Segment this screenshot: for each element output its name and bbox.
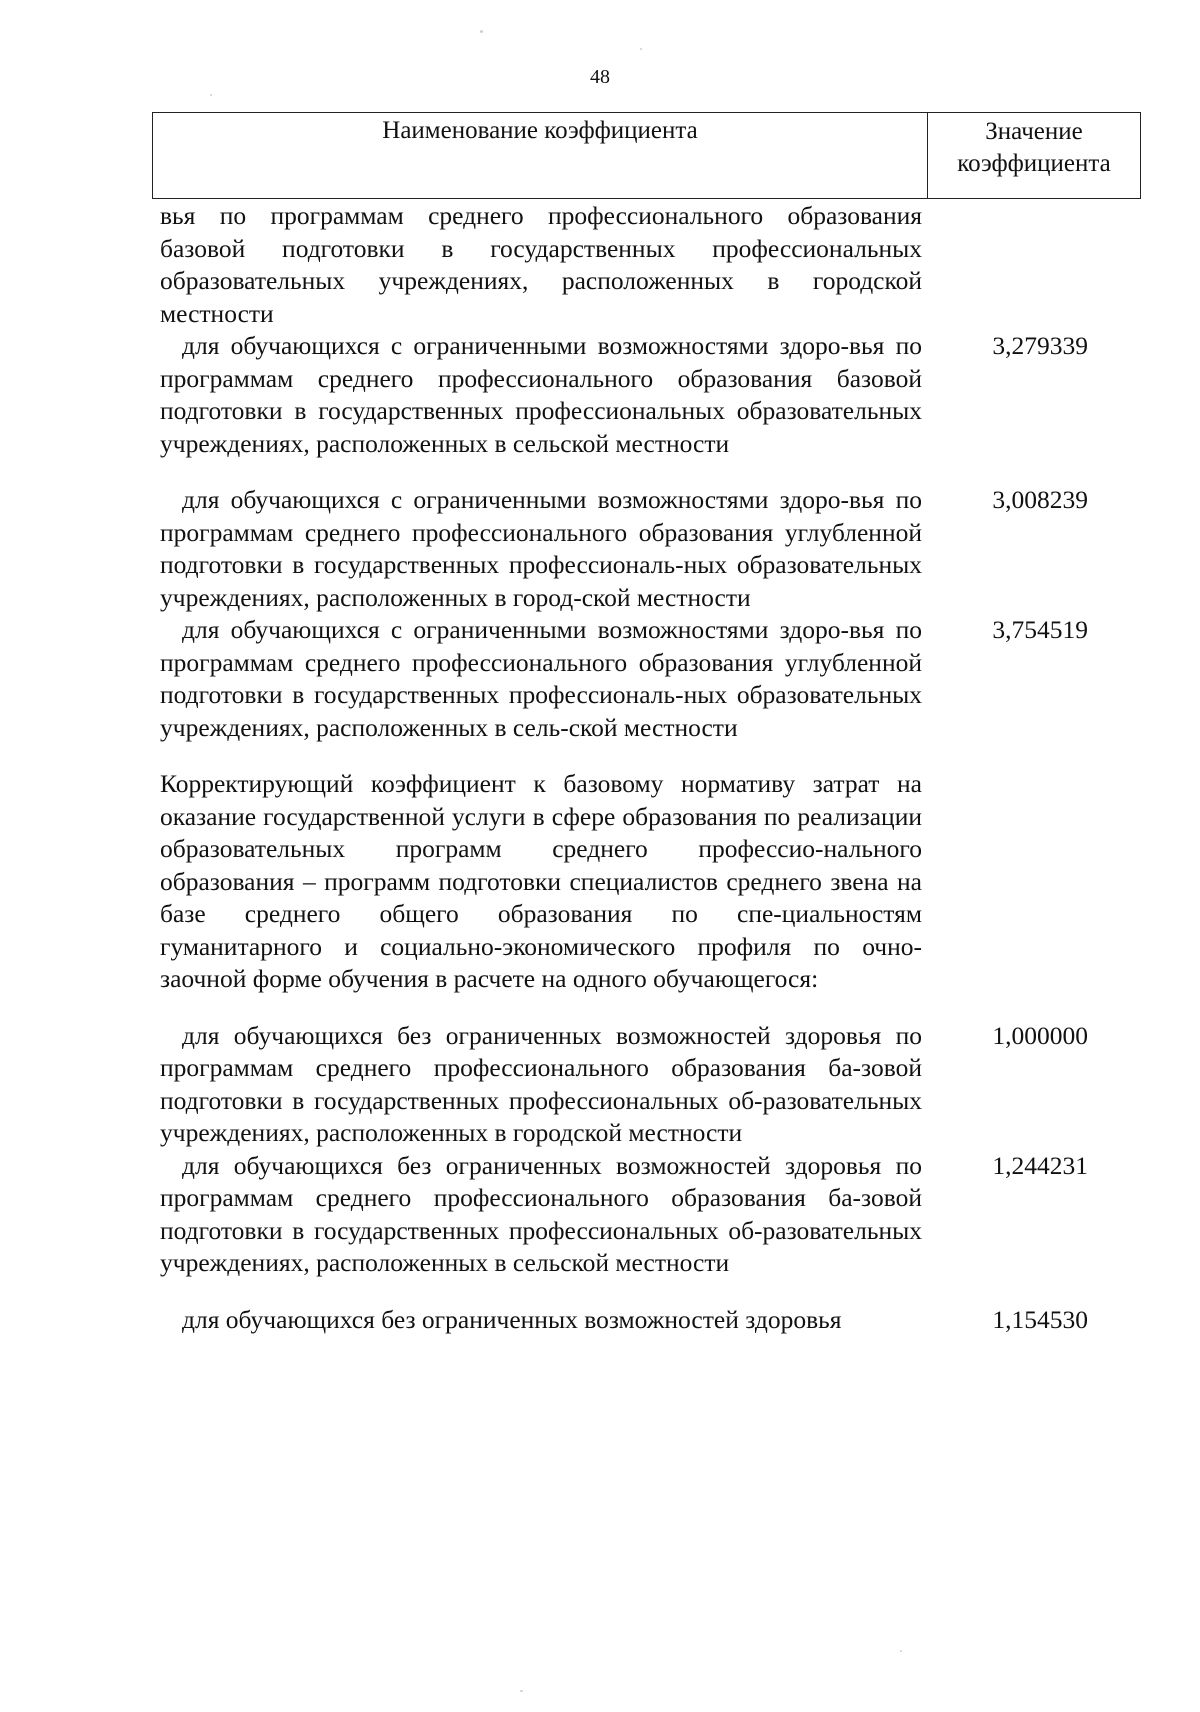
- table-row: [160, 1150, 1141, 1280]
- row-text: Корректирующий коэффициент к базовому нормативу затрат на оказание государственной услуги в сфере образования по реализации образовательных программ среднего профессио-нального образования – программ подготовки специалистов среднего звена на базе среднего общего образования по спе-циальностям гуманитарного и социально-экономического профиля по очно-заочной форме обучения в расчете на одного обучающегося:: [160, 769, 922, 993]
- table-row: [160, 1304, 1141, 1337]
- row-text: для обучающихся с ограниченными возможностями здоро-вья по программам среднего профессионального образования углубленной подготовки в государственных профессиональ-ных образовательных учреждениях, расположенных в город-ской местности: [160, 485, 922, 612]
- row-value: 3,008239: [992, 485, 1088, 514]
- table-row: [160, 1020, 1141, 1150]
- row-value: [922, 768, 1141, 996]
- column-header-value: Значение коэффициента: [957, 118, 1111, 177]
- row-text: для обучающихся без ограниченных возможностей здоровья по программам среднего профессионального образования ба-зовой подготовки в государственных профессиональных об-разовательных учреждениях, расположенных в городской местности: [160, 1020, 922, 1147]
- row-text: для обучающихся с ограниченными возможностями здоро-вья по программам среднего профессионального образования углубленной подготовки в государственных профессиональ-ных образовательных учреждениях, расположенных в сель-ской местности: [160, 615, 922, 742]
- table-header: [152, 112, 1141, 199]
- scan-speck: [520, 1690, 523, 1692]
- column-header-name: Наименование коэффициента: [153, 113, 928, 198]
- table-row: [160, 484, 1141, 614]
- table-body: [160, 200, 1141, 1336]
- row-value: [922, 200, 1141, 330]
- page-number: 48: [590, 66, 610, 88]
- table-row: [160, 614, 1141, 744]
- table-row: [160, 768, 1141, 996]
- table-row: [160, 330, 1141, 460]
- table-row: [160, 200, 1141, 330]
- row-value: 3,754519: [992, 615, 1088, 644]
- scan-speck: [480, 30, 483, 33]
- scan-speck: [210, 94, 212, 96]
- scan-speck: [900, 1650, 902, 1652]
- row-text: для обучающихся без ограниченных возможностей здоровья: [182, 1304, 842, 1334]
- row-text: для обучающихся без ограниченных возможностей здоровья по программам среднего профессионального образования ба-зовой подготовки в государственных профессиональных об-разовательных учреждениях, расположенных в сельской местности: [160, 1150, 922, 1277]
- scan-speck: [640, 48, 642, 50]
- row-value: 1,000000: [992, 1020, 1088, 1050]
- row-value: 1,244231: [992, 1150, 1088, 1180]
- row-value: 3,279339: [992, 331, 1088, 360]
- row-text: вья по программам среднего профессионального образования базовой подготовки в государственных профессиональных образовательных учреждениях, расположенных в городской местности: [160, 201, 922, 328]
- row-value: 1,154530: [992, 1304, 1088, 1334]
- row-text: для обучающихся с ограниченными возможностями здоро-вья по программам среднего профессионального образования базовой подготовки в государственных профессиональных образовательных учреждениях, расположенных в сельской местности: [160, 331, 922, 458]
